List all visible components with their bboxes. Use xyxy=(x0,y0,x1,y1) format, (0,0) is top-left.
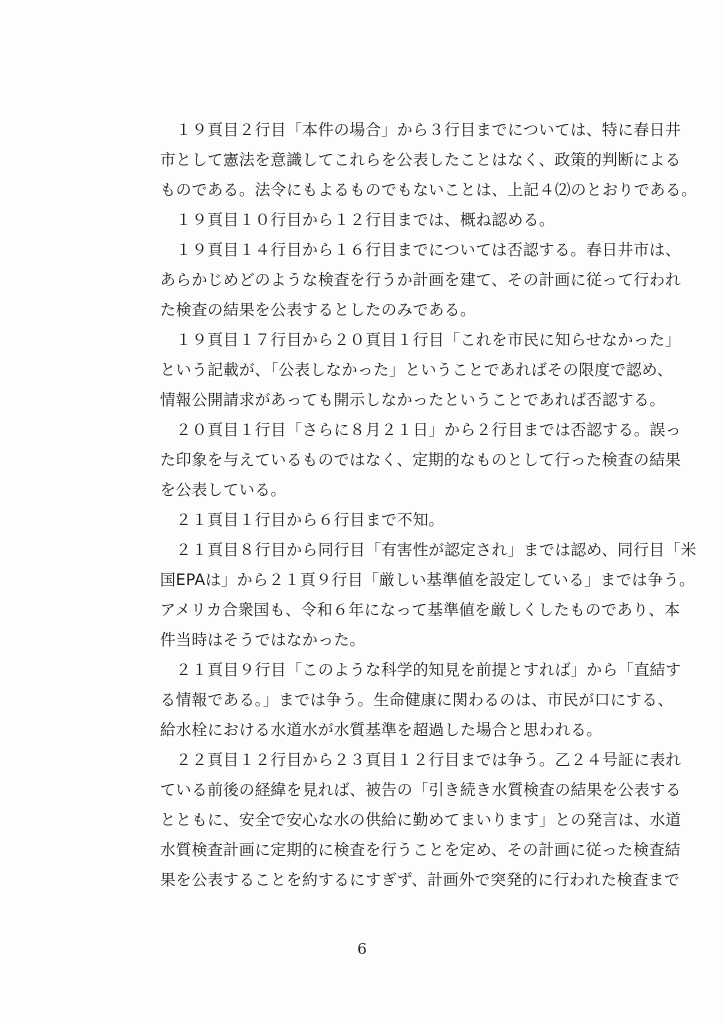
text-line: ２１頁目１行目から６行目まで不知。 xyxy=(160,511,445,529)
text-line: 国EPAは」から２１頁９行目「厳しい基準値を設定している」までは争う。 xyxy=(160,571,695,589)
text-line: ２１頁目８行目から同行目「有害性が認定され」までは認め、同行目「米 xyxy=(160,541,697,559)
text-line: ている前後の経緯を見れば、被告の「引き続き水質検査の結果を公表する xyxy=(160,781,682,799)
text-line: ２２頁目１２行目から２３頁目１２行目までは争う。乙２４号証に表れ xyxy=(160,751,682,769)
text-line: た検査の結果を公表するとしたのみである。 xyxy=(160,301,476,319)
text-line: １９頁目１４行目から１６行目までについては否認する。春日井市は、 xyxy=(160,241,681,259)
text-line: あらかじめどのような検査を行うか計画を建て、その計画に従って行われ xyxy=(160,271,681,289)
text-line: 果を公表することを約するにすぎず、計画外で突発的に行われた検査まで xyxy=(160,871,680,889)
text-line: 情報公開請求があっても開示しなかったということであれば否認する。 xyxy=(160,391,666,409)
text-line: という記載が、「公表しなかった」ということであればその限度で認め、 xyxy=(160,361,673,379)
text-line: アメリカ合衆国も、令和６年になって基準値を厳しくしたものであり、本 xyxy=(160,601,681,619)
text-line: ものである。法令にもよるものでもないことは、上記４⑵のとおりである。 xyxy=(160,181,697,199)
text-line: ２０頁目１行目「さらに８月２１日」から２行目までは否認する。誤っ xyxy=(160,421,682,439)
text-line: １９頁目１０行目から１２行目までは、概ね認める。 xyxy=(160,211,555,229)
text-line: １９頁目２行目「本件の場合」から３行目までについては、特に春日井 xyxy=(160,121,681,139)
text-line: 給水栓における水道水が水質基準を超過した場合と思われる。 xyxy=(160,721,603,739)
text-line: た印象を与えているものではなく、定期的なものとして行った検査の結果 xyxy=(160,451,681,469)
text-line: 水質検査計画に定期的に検査を行うことを定め、その計画に従った検査結 xyxy=(160,841,681,859)
text-line: を公表している。 xyxy=(160,481,287,499)
text-line: １９頁目１７行目から２０頁目１行目「これを市民に知らせなかった」 xyxy=(160,331,681,349)
text-line: る情報である。」までは争う。生命健康に関わるのは、市民が口にする、 xyxy=(160,691,674,709)
text-line: 市として憲法を意識してこれらを公表したことはなく、政策的判断による xyxy=(160,151,681,169)
page-number: 6 xyxy=(357,940,367,958)
text-line: 件当時はそうではなかった。 xyxy=(160,631,366,649)
text-line: とともに、安全で安心な水の供給に勤めてまいります」との発言は、水道 xyxy=(160,811,682,829)
text-line: ２１頁目９行目「このような科学的知見を前提とすれば」から「直結す xyxy=(160,661,682,679)
